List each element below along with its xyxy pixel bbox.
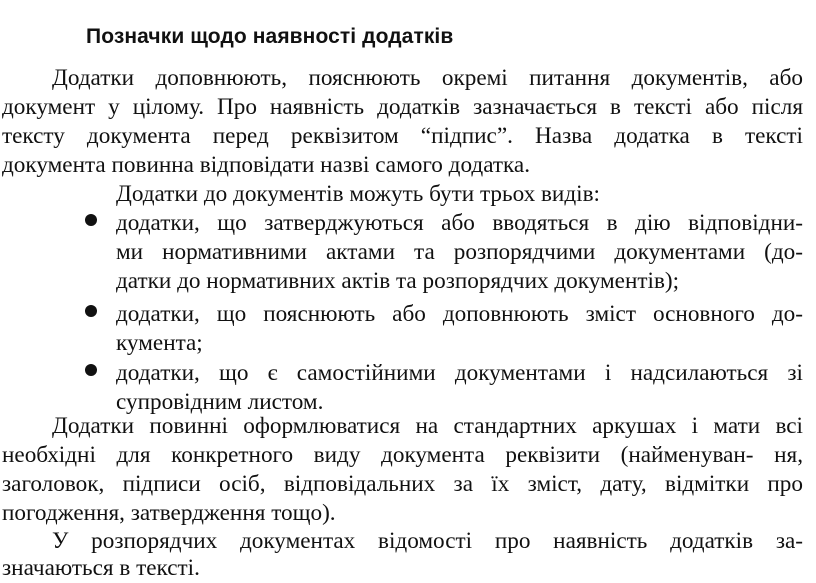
bullet-icon xyxy=(85,214,97,226)
text-line: У розпорядчих документах відомості про наявність додатків за- xyxy=(52,528,803,554)
text-line: датки до нормативних актів та розпорядчих документів); xyxy=(116,268,680,294)
text-line: ми нормативними актами та розпорядчими документами (до- xyxy=(116,239,803,265)
text-line: значаються в тексті. xyxy=(2,555,200,581)
text-line: додатки, що є самостійними документами і надсилаються зі xyxy=(116,360,803,386)
section-heading: Позначки щодо наявності додатків xyxy=(86,25,454,48)
text-line: Додатки доповнюють, пояснюють окремі питання документів, або xyxy=(52,65,803,91)
text-line: тексту документа перед реквізитом “підпис”. Назва додатка в тексті xyxy=(2,123,803,149)
text-line: документ у цілому. Про наявність додатків зазначається в тексті або після xyxy=(2,94,803,120)
text-line: додатки, що пояснюють або доповнюють зміст основного до- xyxy=(116,301,803,327)
text-line: Додатки повинні оформлюватися на стандартних аркушах і мати всі xyxy=(52,413,803,439)
text-line: супровідним листом. xyxy=(116,389,324,415)
bullet-icon xyxy=(85,305,97,317)
bullet-icon xyxy=(85,364,97,376)
text-line: кумента; xyxy=(116,330,203,356)
text-line: документа повинна відповідати назві самого додатка. xyxy=(2,152,531,178)
text-line: Додатки до документів можуть бути трьох видів: xyxy=(116,181,600,207)
text-line: погодження, затвердження тощо). xyxy=(2,500,336,526)
text-line: заголовок, підписи осіб, відповідальних за їх зміст, дату, відмітки про xyxy=(2,471,803,497)
text-line: додатки, що затверджуються або вводяться в дію відповідни- xyxy=(116,210,803,236)
text-line: необхідні для конкретного виду документа реквізити (найменуван- ня, xyxy=(2,442,803,468)
